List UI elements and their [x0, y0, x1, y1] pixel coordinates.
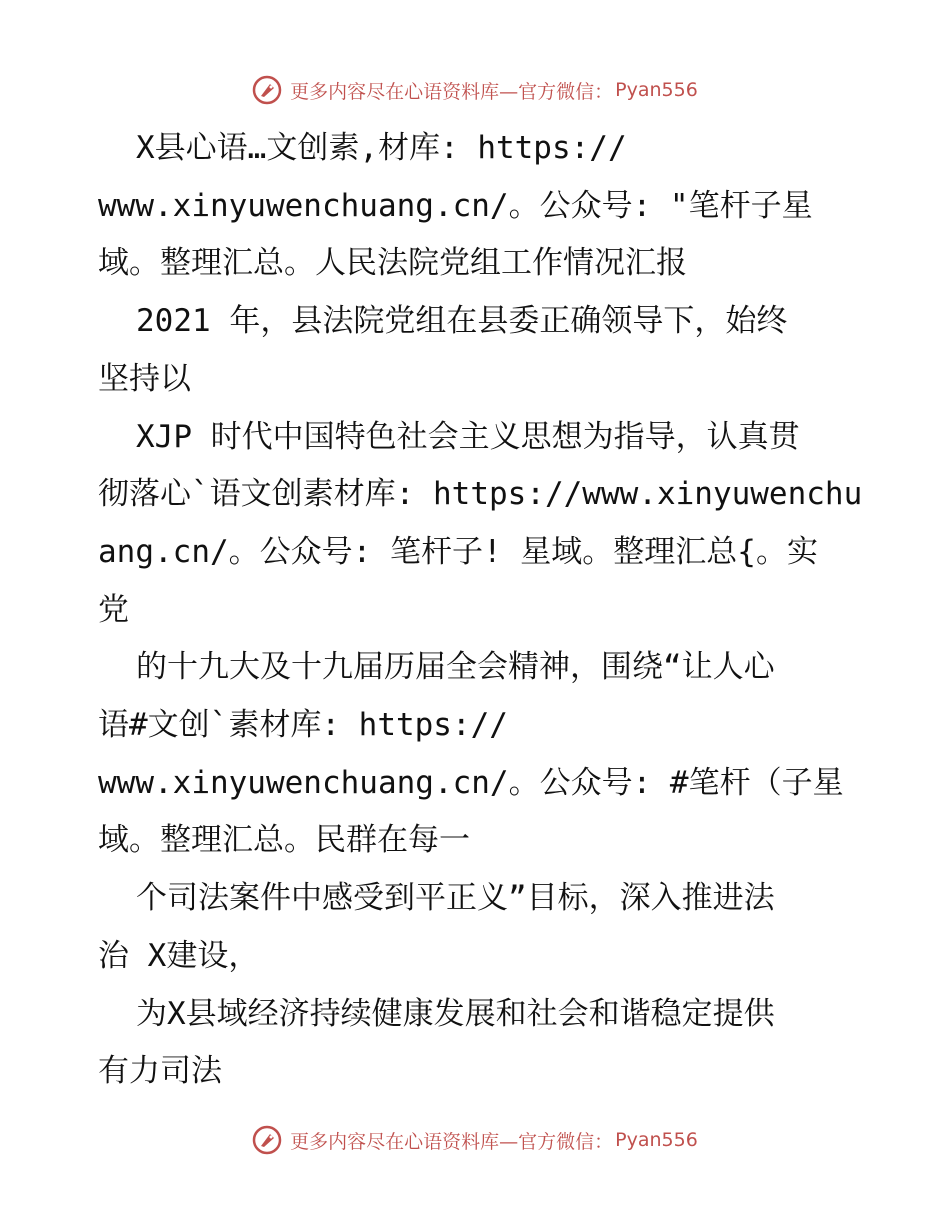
paragraph [98, 639, 853, 870]
text-line: 域。整理汇总。民群在每一 [98, 822, 470, 859]
text-line: 有力司法 [98, 1053, 222, 1090]
document-body [98, 120, 863, 1101]
text-line: 语#文创`素材库: https:// [98, 707, 508, 744]
pen-nib-logo-icon [252, 75, 282, 105]
text-line: 2021 年，县法院党组在县委正确领导下，始终 [136, 303, 788, 340]
text-line: 为X县域经济持续健康发展和社会和谐稳定提供 [136, 995, 775, 1032]
text-line: 彻落心`语文创素材库: https://www.xinyuwenchu [98, 476, 863, 513]
header-banner-text: 更多内容尽在心语资料库—官方微信： [290, 80, 614, 103]
text-line: www.xinyuwenchuang.cn/。公众号: #笔杆（子星 [98, 764, 844, 801]
paragraph [98, 409, 863, 640]
text-line: 的十九大及十九届历届全会精神，围绕“让人心 [136, 649, 775, 686]
footer-banner [0, 1120, 950, 1160]
header-wechat-id: Pyan556 [615, 79, 698, 101]
text-line: www.xinyuwenchuang.cn/。公众号: "笔杆子星 [98, 187, 813, 224]
text-line: 治 X建设， [98, 937, 260, 974]
paragraph [98, 293, 853, 408]
text-line: X县心语…文创素,材库: https:// [136, 130, 627, 166]
text-line: 坚持以 [98, 360, 191, 397]
pen-nib-logo-icon [252, 1125, 282, 1155]
header-banner [0, 70, 950, 110]
text-line: 域。整理汇总。人民法院党组工作情况汇报 [98, 245, 687, 282]
text-line: 个司法案件中感受到平正义”目标，深入推进法 [136, 880, 775, 917]
text-line: XJP 时代中国特色社会主义思想为指导，认真贯 [136, 418, 800, 455]
paragraph [98, 120, 853, 293]
text-line: 党 [98, 591, 129, 628]
paragraph [98, 870, 853, 985]
footer-wechat-id: Pyan556 [615, 1129, 698, 1151]
paragraph [98, 986, 853, 1101]
text-line: ang.cn/。公众号: 笔杆子! 星域。整理汇总{。实 [98, 533, 818, 570]
footer-banner-text: 更多内容尽在心语资料库—官方微信： [290, 1130, 614, 1153]
